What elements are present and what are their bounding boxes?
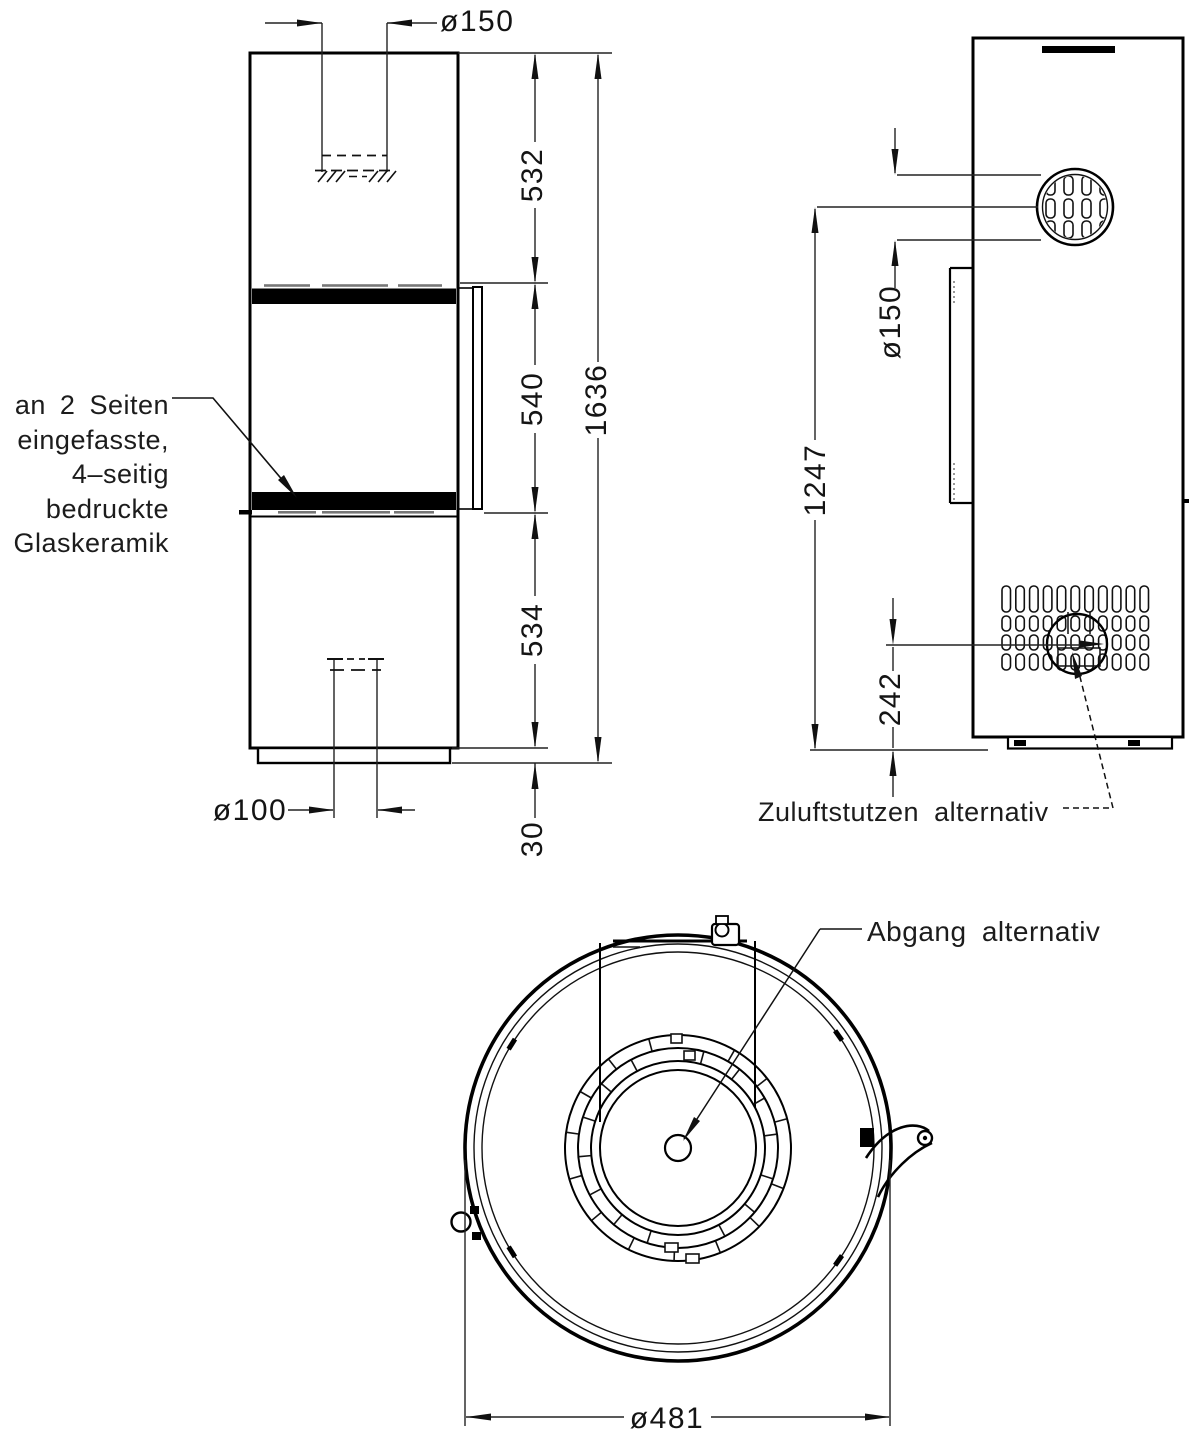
dim-air-inlet-height: 242 <box>874 671 907 727</box>
glass-frame-top <box>252 283 456 304</box>
label-flue-outlet: Abgang alternativ <box>867 916 1101 947</box>
side-body-outline <box>973 38 1183 737</box>
label-air-inlet: Zuluftstutzen alternativ <box>758 797 1049 827</box>
top-view <box>452 916 933 1426</box>
dim-glass-section: 540 <box>516 371 549 427</box>
flue-clamp <box>712 916 739 945</box>
top-slot <box>1042 46 1115 53</box>
dim-flue-diameter: ø150 <box>440 5 515 38</box>
glass-note-line: eingefasste, <box>17 424 169 455</box>
glass-ceramic-note <box>4 388 169 561</box>
side-door-edge <box>950 268 973 503</box>
side-view <box>810 38 1189 808</box>
flue-outlet-circle <box>665 1135 691 1161</box>
lower-vent-slots <box>1002 586 1149 670</box>
glass-frame-bottom <box>239 492 458 517</box>
front-body-outline <box>250 53 458 748</box>
dim-flue-outlet-height: 1247 <box>799 443 832 517</box>
glass-note-line: Glaskeramik <box>13 528 169 558</box>
dim-base-stub-diameter: ø100 <box>212 794 288 827</box>
front-plinth <box>258 748 450 763</box>
dim-upper-section: 532 <box>516 147 549 203</box>
glass-note-line: an 2 Seiten <box>14 390 169 420</box>
glass-note-line: bedruckte <box>45 493 169 524</box>
door-hinge <box>452 1206 482 1240</box>
glass-note-line: 4–seitig <box>71 459 169 489</box>
dim-plinth-height: 30 <box>516 820 549 858</box>
dim-lower-section: 534 <box>516 602 549 658</box>
dim-vent-diameter: ø150 <box>874 284 907 360</box>
dim-total-height: 1636 <box>580 363 613 437</box>
side-glass-edge <box>473 287 482 509</box>
side-plinth <box>1008 737 1172 749</box>
dim-body-diameter: ø481 <box>629 1402 705 1435</box>
